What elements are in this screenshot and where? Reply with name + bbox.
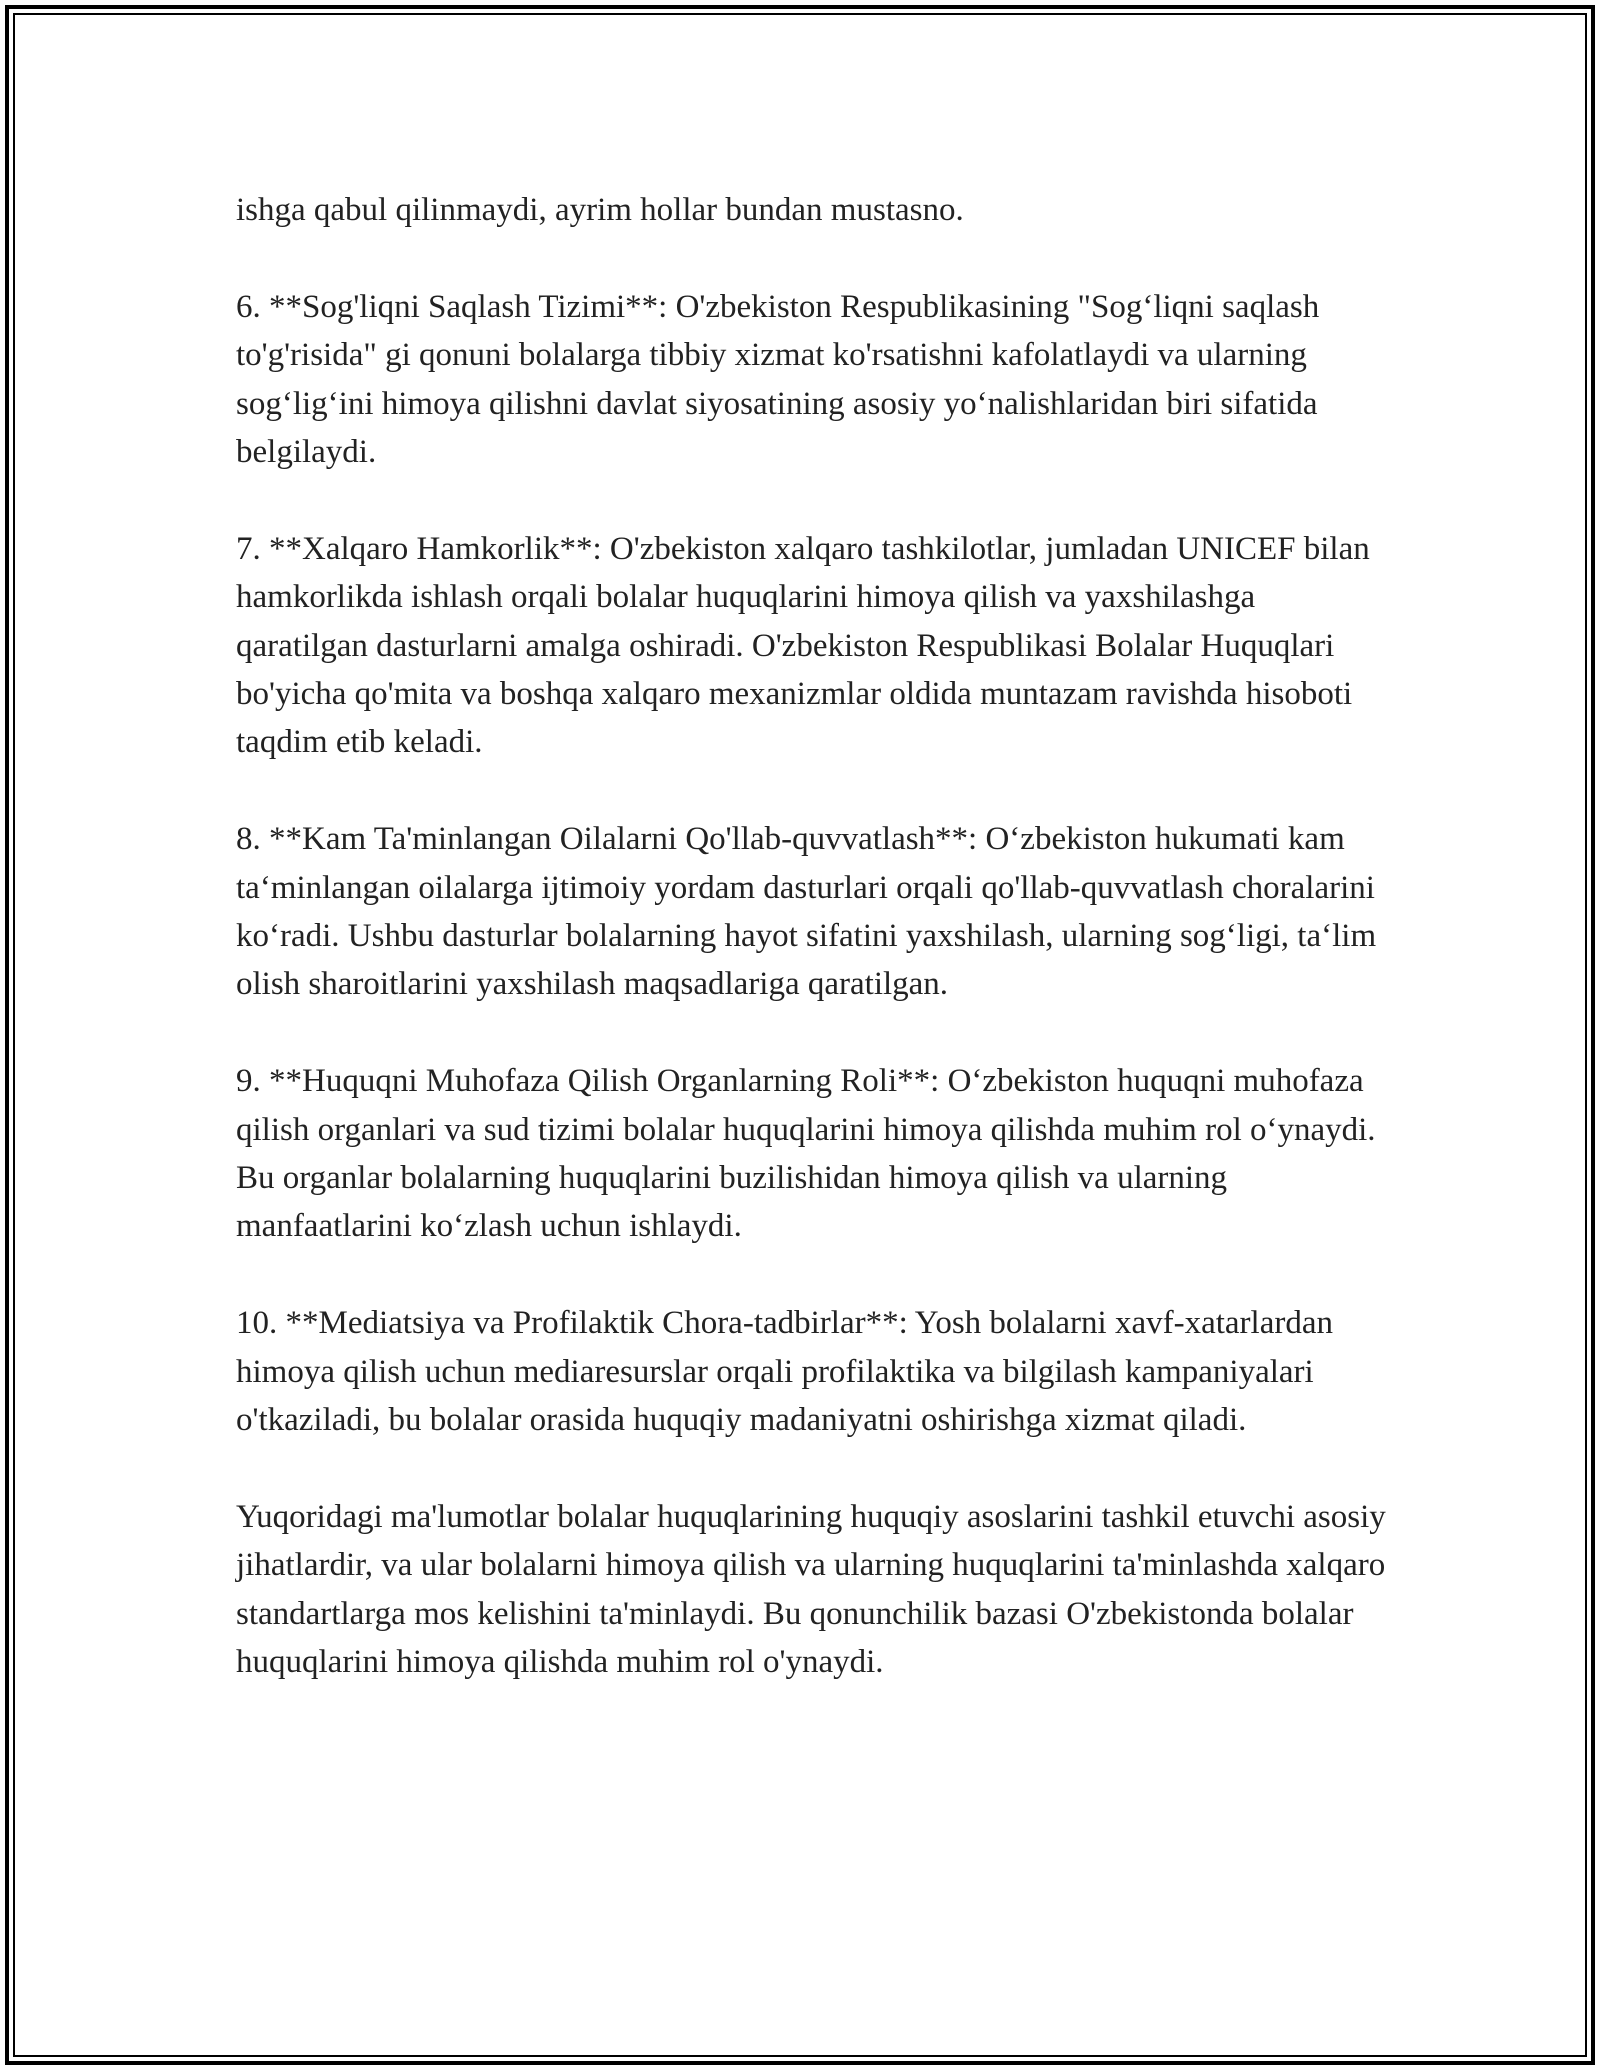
paragraph-item-6: 6. **Sog'liqni Saqlash Tizimi**: O'zbekiston Respublikasining "Sog‘liqni saqlash to'g'risida" gi qonuni bolalarga tibbiy xizmat ko'rsatishni kafolatlaydi va ularning sog‘lig‘ini himoya qilishni davlat siyosatining asosiy yo‘nalishlaridan biri sifatida belgilaydi. bbox=[236, 288, 1320, 471]
document-body bbox=[236, 186, 1386, 1735]
paragraph-item-8: 8. **Kam Ta'minlangan Oilalarni Qo'llab-quvvatlash**: O‘zbekiston hukumati kam ta‘minlangan oilalarga ijtimoiy yordam dasturlari orqali qo'llab-quvvatlash choralarini ko‘radi. Ushbu dasturlar bolalarning hayot sifatini yaxshilash, ularning sog‘ligi, ta‘lim olish sharoitlarini yaxshilash maqsadlariga qaratilgan. bbox=[236, 821, 1377, 1003]
paragraph-item-9: 9. **Huquqni Muhofaza Qilish Organlarning Roli**: O‘zbekiston huquqni muhofaza qilish organlari va sud tizimi bolalar huquqlarini himoya qilishda muhim rol o‘ynaydi. Bu organlar bolalarning huquqlarini buzilishidan himoya qilish va ularning manfaatlarini ko‘zlash uchun ishlaydi. bbox=[236, 1063, 1376, 1245]
paragraph-continuation: ishga qabul qilinmaydi, ayrim hollar bundan mustasno. bbox=[236, 192, 964, 228]
paragraph-conclusion: Yuqoridagi ma'lumotlar bolalar huquqlarining huquqiy asoslarini tashkil etuvchi asosiy jihatlardir, va ular bolalarni himoya qilish va ularning huquqlarini ta'minlashda xalqaro standartlarga mos kelishini ta'minlaydi. Bu qonunchilik bazasi O'zbekistonda bolalar huquqlarini himoya qilishda muhim rol o'ynaydi. bbox=[236, 1498, 1386, 1681]
paragraph-item-10: 10. **Mediatsiya va Profilaktik Chora-tadbirlar**: Yosh bolalarni xavf-xatarlardan himoya qilish uchun mediaresurslar orqali profilaktika va bilgilash kampaniyalari o'tkaziladi, bu bolalar orasida huquqiy madaniyatni oshirishga xizmat qiladi. bbox=[236, 1305, 1333, 1439]
paragraph-item-7: 7. **Xalqaro Hamkorlik**: O'zbekiston xalqaro tashkilotlar, jumladan UNICEF bilan hamkorlikda ishlash orqali bolalar huquqlarini himoya qilish va yaxshilashga qaratilgan dasturlarni amalga oshiradi. O'zbekiston Respublikasi Bolalar Huquqlari bo'yicha qo'mita va boshqa xalqaro mexanizmlar oldida muntazam ravishda hisoboti taqdim etib keladi. bbox=[236, 530, 1370, 761]
